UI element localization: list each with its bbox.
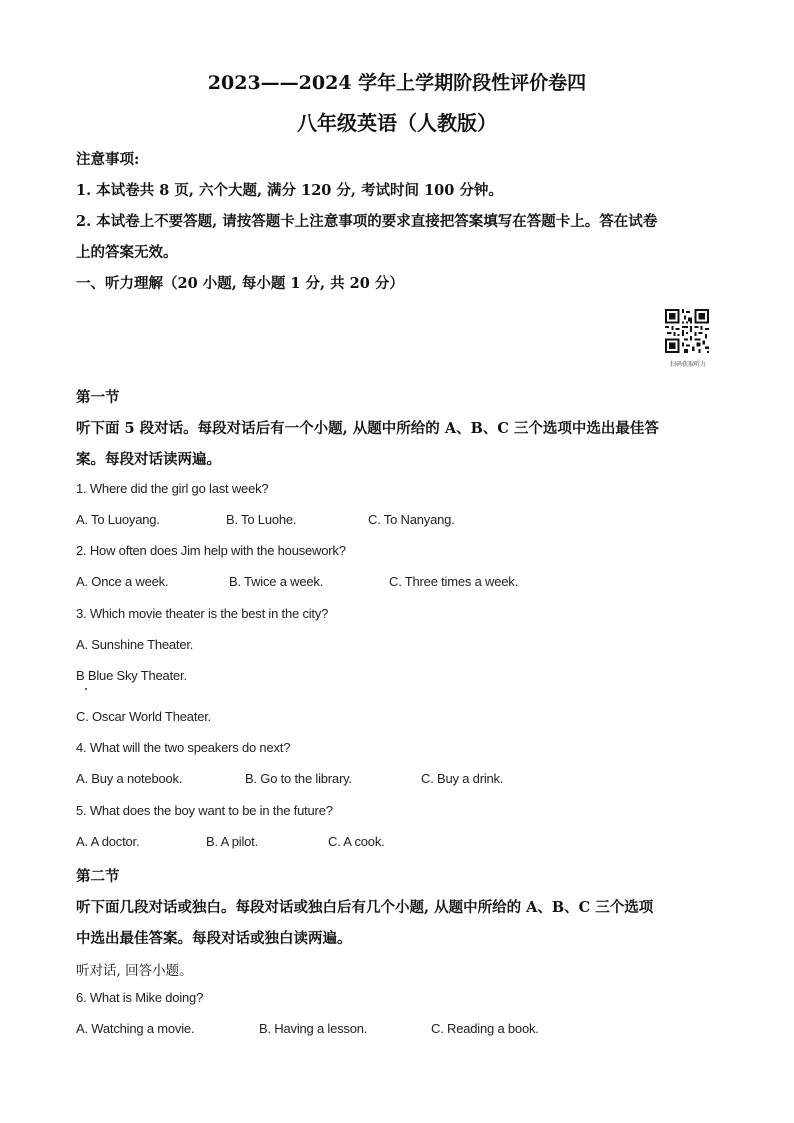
- part2-heading: 第二节: [76, 868, 120, 885]
- question-4-option-c: C. Buy a drink.: [421, 771, 504, 786]
- question-4: 4. What will the two speakers do next?: [76, 740, 291, 755]
- question-6-option-c: C. Reading a book.: [431, 1021, 539, 1036]
- part1-instruction-line-1: 听下面 5 段对话。每段对话后有一个小题, 从题中所给的 A、B、C 三个选项中选出最佳答: [76, 420, 659, 437]
- question-2-option-a: A. Once a week.: [76, 574, 169, 589]
- page-subtitle: 八年级英语（人教版）: [297, 111, 497, 135]
- question-1-option-c: C. To Nanyang.: [368, 512, 455, 527]
- question-3-option-b: B Blue Sky Theater.: [76, 668, 187, 683]
- qr-caption: 扫码获取听力: [669, 361, 706, 368]
- question-4-option-b: B. Go to the library.: [245, 771, 352, 786]
- question-5-option-a: A. A doctor.: [76, 834, 140, 849]
- question-5-option-c: C. A cook.: [328, 834, 385, 849]
- question-1-option-b: B. To Luohe.: [226, 512, 297, 527]
- question-5-option-b: B. A pilot.: [206, 834, 259, 849]
- part1-heading: 第一节: [76, 389, 120, 406]
- question-4-option-a: A. Buy a notebook.: [76, 771, 183, 786]
- question-1-option-a: A. To Luoyang.: [76, 512, 160, 527]
- part2-sub-instruction: 听对话, 回答小题。: [76, 963, 193, 979]
- question-3-option-a: A. Sunshine Theater.: [76, 637, 194, 652]
- question-6-option-a: A. Watching a movie.: [76, 1021, 195, 1036]
- part2-instruction-line-2: 中选出最佳答案。每段对话或独白读两遍。: [76, 930, 352, 947]
- notes-item-1: 1. 本试卷共 8 页, 六个大题, 满分 120 分, 考试时间 100 分钟。: [76, 182, 503, 199]
- part2-instruction-line-1: 听下面几段对话或独白。每段对话或独白后有几个小题, 从题中所给的 A、B、C 三个选项: [76, 899, 654, 916]
- question-6: 6. What is Mike doing?: [76, 990, 204, 1005]
- question-6-option-b: B. Having a lesson.: [259, 1021, 368, 1036]
- question-2: 2. How often does Jim help with the housework?: [76, 543, 346, 558]
- notes-item-2-line-1: 2. 本试卷上不要答题, 请按答题卡上注意事项的要求直接把答案填写在答题卡上。答在试卷: [76, 213, 658, 230]
- question-3: 3. Which movie theater is the best in the city?: [76, 606, 329, 621]
- question-5: 5. What does the boy want to be in the future?: [76, 803, 333, 818]
- question-2-option-c: C. Three times a week.: [389, 574, 519, 589]
- qr-code-icon: [665, 309, 709, 353]
- notes-heading: 注意事项:: [76, 151, 140, 168]
- question-3-option-c: C. Oscar World Theater.: [76, 709, 212, 724]
- question-1: 1. Where did the girl go last week?: [76, 481, 269, 496]
- part1-instruction-line-2: 案。每段对话读两遍。: [76, 451, 221, 468]
- notes-item-2-line-2: 上的答案无效。: [76, 244, 178, 261]
- question-2-option-b: B. Twice a week.: [229, 574, 324, 589]
- page-title: 2023——2024 学年上学期阶段性评价卷四: [207, 72, 587, 94]
- section-heading-listening: 一、听力理解（20 小题, 每小题 1 分, 共 20 分）: [76, 275, 404, 292]
- stray-dot: [85, 688, 87, 690]
